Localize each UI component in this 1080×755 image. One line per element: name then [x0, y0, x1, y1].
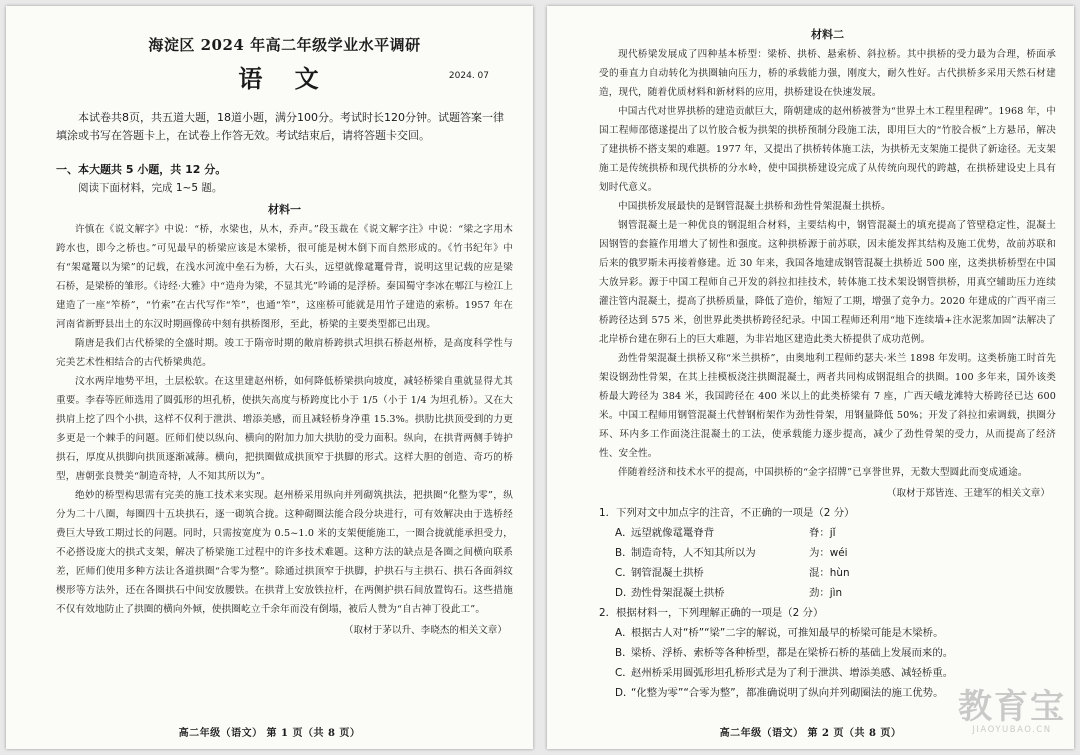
page-2-footer: 高二年级（语文） 第 2 页（共 8 页）	[719, 728, 902, 739]
option-letter: A．	[615, 527, 633, 539]
material-1-title: 材料一	[268, 203, 301, 216]
exam-page-2	[547, 6, 1074, 749]
material-1-paragraph: 隋唐是我们古代桥梁的全盛时期。竣工于隋帝时期的敞肩桥跨拱式坦拱石桥赵州桥，是高度科学性与完美艺术性相结合的古代桥梁典范。	[56, 338, 513, 368]
option-text: 梁桥、浮桥、索桥等各种桥型，都是在梁桥石桥的基础上发展而来的。	[631, 647, 954, 659]
subject-row	[56, 55, 513, 93]
watermark-text: 教育宝	[958, 687, 1066, 727]
question-1-option-d	[599, 583, 1056, 603]
option-text: 根据古人对“桥”“梁”二字的解说，可推知最早的桥梁可能是木梁桥。	[631, 627, 944, 639]
page-1-footer: 高二年级（语文） 第 1 页（共 8 页）	[178, 728, 361, 739]
material-2-paragraph: 钢管混凝土是一种优良的钢混组合材料，主要结构中，钢管混凝土的填充提高了管壁稳定性，混凝土因钢管的套箍作用增大了韧性和强度。这种拱桥源于前苏联，因未能发挥其结构及施工优势，故前苏联和后来的俄罗斯未再接着修建。近 30 年来，我国各地建成钢管混凝土拱桥近 500 座，这类拱桥桥型在中国大放异彩。源于中国工程师自己开发的斜拉扣挂技术，转体施工技术架设钢管拱桥，用真空辅助压力连续灌注管内混凝土，提高了拱桥质量，降低了造价，缩短了工期，增强了竞争力。2020 年建成的广西平南三桥跨径达到 575 米，创世界此类拱桥跨径纪录。中国工程师还利用“地下连续墙+注水泥浆加固”法解决了北岸桥台建在卵石上的巨大难题，为非岩地区建造此类大桥提供了成功范例。	[599, 220, 1056, 345]
option-text: 赵州桥采用圆弧形坦孔桥形式是为了利于泄洪、增添美感、减轻桥重。	[631, 667, 954, 679]
material-2-source: （取材于郑皆连、王建军的相关文章）	[886, 488, 1050, 499]
material-1-paragraph: 绝妙的桥型构思需有完美的施工技术来实现。赵州桥采用纵向并列砌筑拱法，把拱圈“化整为零”，纵分为二十八圈，每圈四十五块拱石，逐一砌筑合拢。这种砌圈法能合段分块进行，可有效解决由于选桥经费巨大导致工期过长的问题。同时，只需按宽度为 0.5~1.0 米的支架便能施工，一圈合拢就能承担受力，不必搭设庞大的拱式支架，解决了桥梁施工过程中的许多技术难题。这种方法的缺点是各圈之间横向联系差，匠师们使用多种方法让各道拱圈“合零为整”。除通过拱顶窄于拱脚，护拱石与主拱石、拱石各面斜纹楔形等方法外，还在各圈拱石中间安放腰铁。在拱背上安放铁拉杆，在两侧护拱石间放置钩石。这些措施不仅有效地防止了拱圈的横向外倾，使拱圈屹立千余年而没有倒塌，被后人赞为“自古神丁役此工”。	[56, 490, 513, 615]
question-1-option-b	[599, 543, 1056, 563]
material-2-paragraph: 劲性骨架混凝土拱桥又称“米兰拱桥”，由奥地利工程师约瑟夫·米兰 1898 年发明。这类桥施工时首先架设钢劲性骨架，在其上挂模板浇注拱圈混凝土，两者共同构成钢混组合的拱圈。100 多年来，国外该类桥最大跨径为 384 米，我国跨径在 400 米以上的此类桥梁有 7 座，广西天峨龙滩特大桥跨径已达 600 米。中国工程师用钢管混凝土代替钢桁架作为劲性骨架，用钢量降低 50%；开发了斜拉扣索调载，拱圈分环、环内多工作面浇注混凝土的工法，使承载能力逐步提高，减少了劲性骨架的受力，从而提高了经济性、安全性。	[599, 353, 1056, 459]
option-pinyin: 脊：jǐ	[809, 527, 836, 539]
exam-date: 2024. 07	[448, 71, 489, 81]
section-note: 阅读下面材料，完成 1~5 题。	[78, 182, 223, 194]
option-text: 钢管混凝土拱桥	[631, 567, 704, 579]
option-letter: C．	[615, 667, 633, 679]
option-letter: D．	[615, 687, 634, 699]
question-1-option-a	[599, 523, 1056, 543]
exam-page-1	[6, 6, 533, 749]
option-text: “化整为零”“合零为整”，都准确说明了纵向并列砌圈法的施工优势。	[631, 687, 944, 699]
option-text: 制造奇特，人不知其所以为	[631, 547, 756, 559]
section-heading: 一、本大题共 5 小题，共 12 分。	[56, 163, 227, 176]
material-1-paragraph: 许慎在《说文解字》中说：“桥，水梁也，从木，乔声。”段玉裁在《说文解字注》中说：“梁之字用木跨水也，即今之桥也。”可见最早的桥梁应该是木梁桥，很可能是树木倒下而自然形成的。《竹书纪年》中有“架鼋鼍以为梁”的记载，在浅水河流中垒石为桥，大石头，远望就像鼋鼍骨背，说明这里记载的应是梁石桥，是梁桥的雏形。《诗经·大雅》中“造舟为梁，不显其光”吟诵的是浮桥。秦国蜀守李冰在郫江与检江上建造了一座“笮桥”，“竹索”在古代写作“笮”，也通“笮”，这座桥可能就是用竹子建造的索桥。1957 年在河南省新野县出土的东汉时期画像砖中刻有拱桥图形，至此，桥梁的主要类型都已出现。	[56, 224, 513, 330]
subject-title: 语 文	[238, 64, 331, 93]
option-letter: C．	[615, 567, 633, 579]
question-2-option-b	[599, 643, 1056, 663]
option-letter: B．	[615, 547, 633, 559]
question-1-stem: 1．下列对文中加点字的注音，不正确的一项是（2 分）	[599, 507, 855, 519]
exam-instructions: 本试卷共8页，共五道大题，18道小题，满分100分。考试时长120分钟。试题答案一律填涂或书写在答题卡上，在试卷上作答无效。考试结束后，请将答题卡交回。	[56, 111, 504, 142]
material-2-paragraph: 伴随着经济和技术水平的提高，中国拱桥的“金字招牌”已享誉世界，无数大型圆此而变成通途。	[618, 467, 1028, 478]
option-text: 劲性骨架混凝土拱桥	[631, 587, 725, 599]
option-pinyin: 劲：jìn	[809, 587, 843, 599]
exam-title: 海淀区 2024 年高二年级学业水平调研	[148, 36, 421, 54]
material-1-paragraph: 汶水两岸地势平坦，土层松软。在这里建赵州桥，如何降低桥梁拱向坡度，减轻桥梁自重就显得尤其重要。李春等匠师选用了圆弧形的坦孔桥，使拱矢高度与桥跨度比小于 1/5（小于 1/4 为坦孔桥）。又在大拱肩上挖了四个小拱，这样不仅利于泄洪、增添美感，而且减轻桥身净重 15.3%。拱肋比拱顶受到的力更多更是一个棘手的问题。匠师们使以纵向、横向的附加力加大拱肋的受力面积。纵向，在拱背两侧手铸护拱石，厚度从拱脚向拱顶逐渐减薄。横向，把拱圈做成拱顶窄于拱脚的形式。这样大胆的创造、奇巧的桥型，唐朝张良赞美“制造奇特，人不知其所以为”。	[56, 376, 513, 482]
option-pinyin: 混：hùn	[809, 567, 850, 579]
question-2-stem: 2．根据材料一，下列理解正确的一项是（2 分）	[599, 607, 824, 619]
option-text: 远望就像鼋鼍脊背	[631, 527, 715, 539]
material-2-title: 材料二	[811, 28, 844, 41]
question-1-option-c	[599, 563, 1056, 583]
question-2-option-c	[599, 663, 1056, 683]
material-1-source: （取材于茅以升、李晓杰的相关文章）	[343, 625, 507, 636]
page-2-content	[599, 20, 1056, 725]
watermark-url: JIAOYUBAO.CN	[972, 725, 1052, 735]
option-letter: D．	[615, 587, 634, 599]
material-2-paragraph: 中国古代对世界拱桥的建造贡献巨大，隋朝建成的赵州桥被誉为“世界土木工程里程碑”。1968 年，中国工程师邵德遂提出了以竹胶合板为拱架的拱桥预制分段施工法，即用巨大的“竹胶合板”上方悬吊，解决了建拱桥不搭支架的难题。1977 年，又提出了拱桥转体施工法，为拱桥无支架施工提供了新途径。无支架施工是传统拱桥和现代拱桥的分水岭，使中国拱桥建设完成了从传统向现代的跨越，在拱桥建设史上具有划时代意义。	[599, 106, 1056, 193]
question-2-option-a	[599, 623, 1056, 643]
option-pinyin: 为：wéi	[809, 547, 848, 559]
option-letter: A．	[615, 627, 633, 639]
material-2-paragraph: 中国拱桥发展最快的是钢管混凝土拱桥和劲性骨架混凝土拱桥。	[618, 201, 891, 212]
material-2-paragraph: 现代桥梁发展成了四种基本桥型：梁桥、拱桥、悬索桥、斜拉桥。其中拱桥的受力最为合理，桥面承受的垂直力自动转化为拱圈轴向压力，桥的承载能力强，刚度大，耐久性好。古代拱桥多采用天然石材建造，现代，随着优质材料和新材料的应用，拱桥建设在快速发展。	[599, 49, 1056, 98]
site-watermark-logo	[958, 689, 1066, 735]
option-letter: B．	[615, 647, 633, 659]
page-1-content	[56, 34, 513, 725]
